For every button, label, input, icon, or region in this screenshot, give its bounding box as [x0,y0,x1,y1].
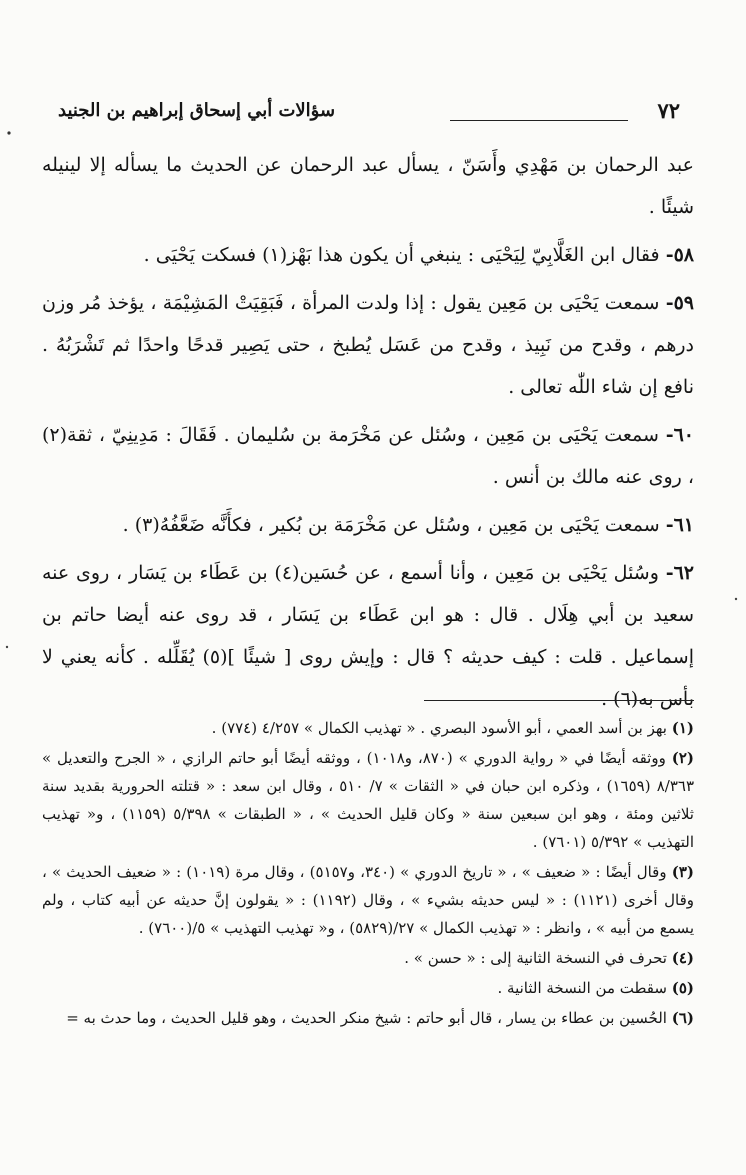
footnote-2 [42,744,694,856]
entry-text: فقال ابن الغَلَّابِيّ لِيَحْيَى : ينبغي أن يكون هذا بَهْز(١) فسكت يَحْيَى . [143,244,660,266]
footnote-text: الحُسين بن عطاء بن يسار ، قال أبو حاتم : شيخ منكر الحديث ، وهو قليل الحديث ، وما حدث به = [66,1009,667,1027]
footnote-number: (٢) [671,749,695,767]
entry-58 [42,234,694,276]
entry-60 [42,414,694,498]
entry-number: ٦٢- [665,562,694,584]
entry-62 [42,552,694,720]
entry-text: سمعت يَحْيَى بن مَعِين ، وسُئل عن مَخْرَمة بن سُليمان . فَقَالَ : مَدِينِيّ ، ثقة(٢) ، روى عنه مالك بن أنس . [42,424,694,488]
header-rule [450,120,628,121]
main-text [42,144,694,726]
entry-59 [42,282,694,408]
footnotes [42,714,694,1034]
entry-number: ٥٨- [665,244,694,266]
scan-speck [7,131,10,134]
footnote-number: (٦) [671,1009,694,1027]
footnote-number: (٥) [671,979,694,997]
footnote-text: تحرف في النسخة الثانية إلى : « حسن » . [404,949,667,967]
footnote-text: ووثقه أيضًا في « رواية الدوري » (٨٧٠، و١٠١٨) ، ووثقه أيضًا أبو حاتم الرازي ، « الجرح والتعديل » ٨/٣٦٣ (١٦٥٩) ، وذكره ابن حبان في « الثقات » ٧/ ٥١٠ ، وقال ابن سعد : « قتلته الحرورية بقديد سنة ثلاثين ومئة ، وهو ابن سبعين سنة « وكان قليل الحديث » ، « الطبقات » ٥/٣٩٨ (١١٥٩) ، و« تهذيب التهذيب » ٥/٣٩٢ (٧٦٠١) . [42,749,695,851]
scan-speck [6,646,8,648]
footnote-text: وقال أيضًا : « ضعيف » ، « تاريخ الدوري » (٣٤٠، و٥١٥٧) ، وقال مرة (١٠١٩) : « ضعيف الحديث » ، وقال أخرى (١١٢١) : « ليس حديثه بشيء » ، وقال (١١٩٢) : « يقولون إنَّ حديثه عن أبيه كتاب ، ولم يسمع من أبيه » ، وانظر : « تهذيب الكمال » ٢٧/(٥٨٢٩) ، و« تهذيب التهذيب » ٥/(٧٦٠٠) . [42,863,694,937]
paragraph-continuation [42,144,694,228]
footnote-text: بهز بن أسد العمي ، أبو الأسود البصري . « تهذيب الكمال » ٤/٢٥٧ (٧٧٤) . [211,719,667,737]
entry-number: ٦٠- [665,424,694,446]
footnote-1 [42,714,694,742]
footnote-number: (١) [671,719,694,737]
paragraph-text: عبد الرحمان بن مَهْدِي وأَسَنّ ، يسأل عبد الرحمان عن الحديث ما يسأله إلا لينيله شيئًا . [42,154,694,218]
entry-text: سمعت يَحْيَى بن مَعِين ، وسُئل عن مَخْرَمَة بن بُكير ، فكأَنَّه ضَعَّفُهُ(٣) . [122,514,660,536]
entry-number: ٥٩- [665,292,694,314]
page-number: ٧٢ [657,98,680,123]
footnote-separator [424,700,694,701]
footnote-6 [42,1004,694,1032]
footnote-number: (٣) [671,863,695,881]
running-title: سؤالات أبي إسحاق إبراهيم بن الجنيد [58,100,336,121]
footnote-text: سقطت من النسخة الثانية . [497,979,667,997]
entry-number: ٦١- [665,514,694,536]
entry-61 [42,504,694,546]
footnote-4 [42,944,694,972]
entry-text: سمعت يَحْيَى بن مَعِين يقول : إذا ولدت المرأة ، فَبَقِيَتْ المَشِيْمَة ، يؤخذ مُر وزن درهم ، وقدح من نَبِيذ ، وقدح من عَسَل يُطبخ ، حتى يَصِير قدحًا واحدًا ثم تَشْرَبُهُ . نافع إن شاء اللّٰه تعالى . [42,292,694,398]
footnote-5 [42,974,694,1002]
entry-text: وسُئل يَحْيَى بن مَعِين ، وأنا أسمع ، عن حُسَين(٤) بن عَطَاء بن يَسَار ، روى عنه سعيد بن أبي هِلَال . قال : هو ابن عَطَاء بن يَسَار ، قد روى عنه أيضا حاتم بن إسماعيل . قلت : كيف حديثه ؟ قال : وإيش روى [ شيئًا ](٥) يُقَلِّله . كأنه يعني لا بأس به(٦) . [42,562,694,710]
page-header [58,98,680,128]
scan-speck [735,598,737,600]
footnote-number: (٤) [671,949,694,967]
footnote-3 [42,858,694,942]
